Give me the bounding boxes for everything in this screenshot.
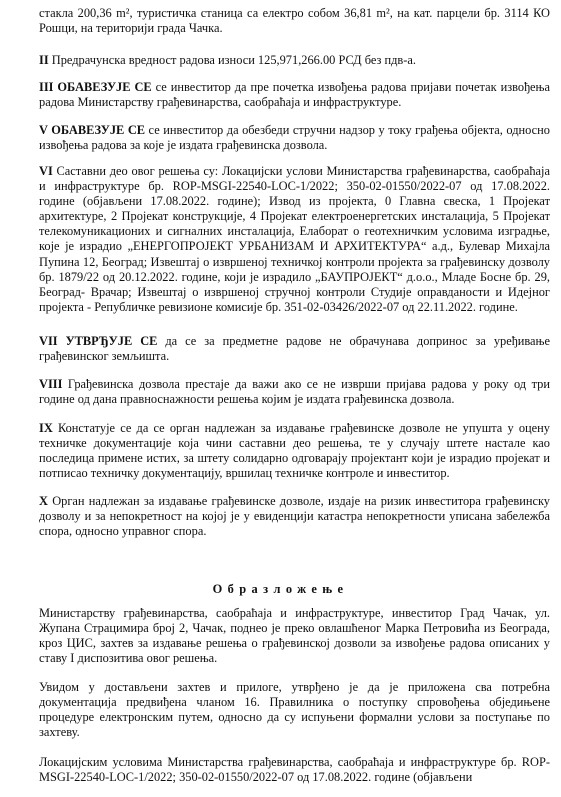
paragraph-reasoning-3-text: Локацијским условима Министарства грађевинарства, саобраћаја и инфраструктуре бр. ROP-MSGI-22540-LOC-1/2022; 350-02-01550/2022-07 од 17.08.2022. године (објављени (39, 755, 550, 785)
paragraph-vii (39, 334, 550, 364)
paragraph-iii (39, 80, 550, 110)
paragraph-viii-number: VIII (39, 377, 63, 391)
paragraph-reasoning-3 (39, 755, 550, 785)
paragraph-reasoning-2-text: Увидом у достављени захтев и прилоге, утврђено је да је приложена сва потребна документација предвиђена чланом 16. Правилника о поступку спровођења обједињене процедуре електронским путем, односно да су испуњени формални услови за поступање по захтеву. (39, 680, 550, 740)
paragraph-iii-text: се инвеститор да пре почетка извођења радова пријави почетак извођења радова Министарству грађевинарства, саобраћаја и инфраструктуре. (39, 80, 551, 110)
paragraph-ii-text: Предрачунска вредност радова износи 125,971,266.00 РСД без пдв-а. (48, 53, 416, 67)
paragraph-vii-text: да се за предметне радове не обрачунава допринос за уређивање грађевинског земљишта. (39, 334, 551, 364)
paragraph-x (39, 494, 550, 539)
paragraph-ii (39, 53, 550, 68)
paragraph-vi-number: VI (39, 164, 53, 178)
paragraph-v (39, 123, 550, 153)
paragraph-intro-text: стакла 200,36 m², туристичка станица са електро собом 36,81 m², на кат. парцели бр. 3114 КО Рошци, на територији града Чачка. (39, 6, 550, 36)
paragraph-reasoning-1 (39, 606, 550, 666)
paragraph-v-text: се инвеститор да обезбеди стручни надзор у току грађења објекта, односно извођења радова за које је издата грађевинска дозвола. (39, 123, 550, 153)
section-heading-reasoning: Образложење (212, 582, 349, 596)
paragraph-x-text: Орган надлежан за издавање грађевинске дозволе, издаје на ризик инвеститора грађевинску дозволу и за непокретност на којој је у евиденцији катастра непокретности уписана забележба спора, односно управног спора. (39, 494, 550, 539)
paragraph-viii (39, 377, 550, 407)
paragraph-reasoning-1-text: Министарству грађевинарства, саобраћаја и инфраструктуре, инвеститор Град Чачак, ул. Жупана Страцимира број 2, Чачак, поднео је преко овлашћеног Марка Петровића из Београда, кроз ЦИС, захтев за издавање решења о грађевинској дозволи за извођење радова описаних у ставу I диспозитива овог решења. (39, 606, 550, 666)
paragraph-viii-text: Грађевинска дозвола престаје да важи ако се не изврши пријава радова у року од три године од дана правноснажности решења којим је издата грађевинска дозвола. (39, 377, 550, 407)
paragraph-vii-number: VII УТВРЂУЈЕ СЕ (39, 334, 158, 348)
paragraph-reasoning-2 (39, 680, 550, 740)
paragraph-vi-text: Саставни део овог решења су: Локацијски услови Министарства грађевинарства, саобраћаја и инфраструктуре бр. ROP-MSGI-22540-LOC-1/2022; 350-02-01550/2022-07 од 17.08.2022. године (објављени 17.08.2022. године); Извод из пројекта, 0 Главна свеска, 1 Пројекат архитектуре, 2 Пројекат конструкције, 4 Пројекат електроенергетских инсталација, 5 Пројекат телекомуникационих и сигналних инсталација, Елаборат о геотехничким условима изградње, које је израдио „ЕНЕРГОПРОЈЕКТ УРБАНИЗАМ И АРХИТЕКТУРА“ а.д., Булевар Михајла Пупина 12, Београд; Извештај о извршеној техничкој контроли пројекта за грађевинску дозволу бр. 1879/22 од 20.12.2022. године, који је израдило „БАУПРОЈЕКТ“ д.о.о., Младе Босне бр. 29, Београд- Врачар; Извештај о извршеној стручној контроли Студије оправданости и Идејног пројекта - Републичке ревизионе комисије бр. 351-02-03426/2022-07 од 22.11.2022. године. (39, 164, 550, 314)
paragraph-iii-number: III ОБАВЕЗУЈЕ СЕ (39, 80, 152, 94)
paragraph-ix (39, 421, 550, 481)
paragraph-ii-number: II (39, 53, 49, 67)
paragraph-intro (39, 6, 550, 36)
paragraph-x-number: X (39, 494, 48, 508)
paragraph-vi (39, 164, 550, 315)
paragraph-v-number: V ОБАВЕЗУЈЕ СЕ (39, 123, 146, 137)
paragraph-ix-number: IX (39, 421, 53, 435)
paragraph-ix-text: Констатује се да се орган надлежан за издавање грађевинске дозволе не упушта у оцену техничке документације која чини саставни део решења, те у случају штете настале као последица примене истих, за штету солидарно одговарају пројектант који је израдио пројекат и потписао техничку документацију, вршилац техничке контроле и инвеститор. (39, 421, 550, 481)
